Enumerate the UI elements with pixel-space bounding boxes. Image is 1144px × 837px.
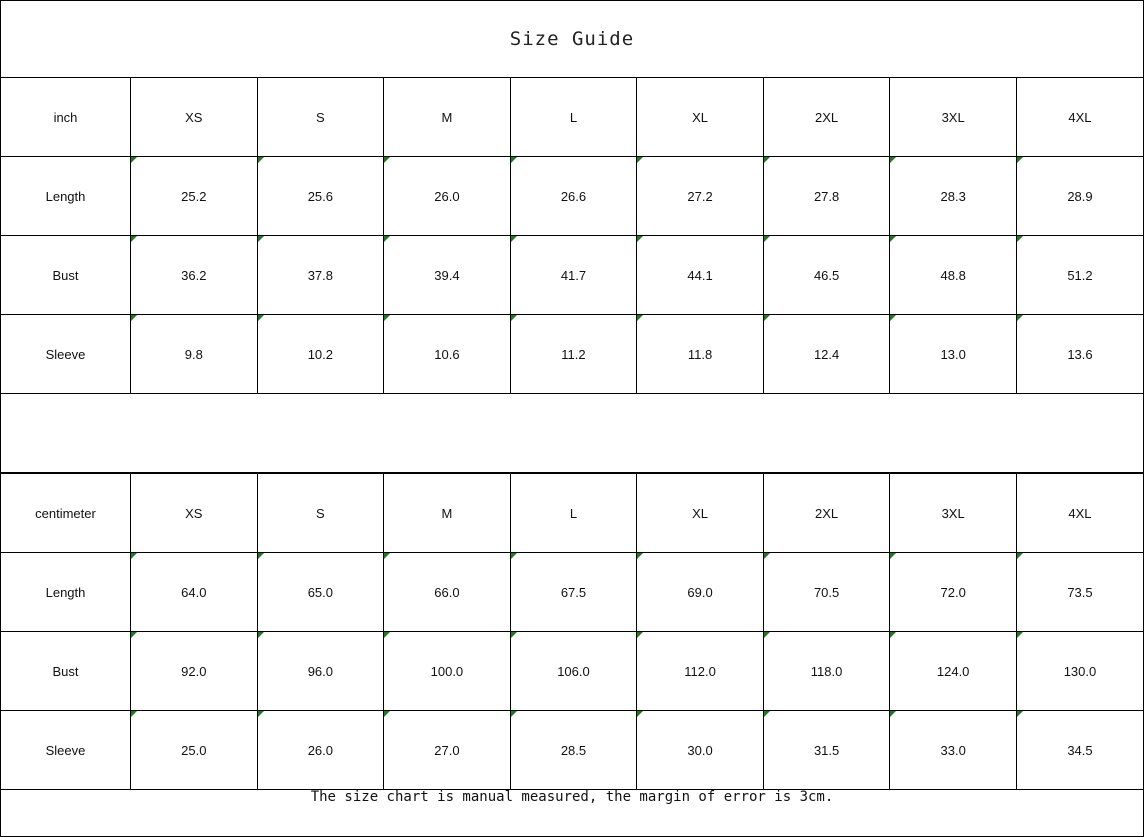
table-spacer-row — [1, 394, 1143, 473]
table-row — [1, 553, 1143, 632]
cell-cm-bust-s: 96.0 — [257, 632, 384, 711]
cell-cm-length-2xl: 70.5 — [763, 553, 890, 632]
table-header-row — [1, 474, 1143, 553]
spacer-cell — [1, 394, 1143, 473]
cell-inch-bust-m: 39.4 — [384, 236, 511, 315]
cell-cm-sleeve-2xl: 31.5 — [763, 711, 890, 790]
cell-cm-sleeve-4xl: 34.5 — [1016, 711, 1143, 790]
column-header-xl: XL — [637, 78, 764, 157]
cell-inch-bust-3xl: 48.8 — [890, 236, 1017, 315]
cell-inch-sleeve-l: 11.2 — [510, 315, 637, 394]
cell-inch-sleeve-xl: 11.8 — [637, 315, 764, 394]
cell-inch-length-3xl: 28.3 — [890, 157, 1017, 236]
cell-inch-length-xl: 27.2 — [637, 157, 764, 236]
row-label-length-cm: Length — [1, 553, 131, 632]
column-header-4xl: 4XL — [1016, 78, 1143, 157]
table-row — [1, 315, 1143, 394]
cell-inch-bust-xl: 44.1 — [637, 236, 764, 315]
cell-inch-length-l: 26.6 — [510, 157, 637, 236]
cell-inch-length-m: 26.0 — [384, 157, 511, 236]
row-label-bust-cm: Bust — [1, 632, 131, 711]
column-header-2xl: 2XL — [763, 78, 890, 157]
column-header-s-cm: S — [257, 474, 384, 553]
column-header-l-cm: L — [510, 474, 637, 553]
row-label-sleeve-inch: Sleeve — [1, 315, 131, 394]
cell-cm-length-xl: 69.0 — [637, 553, 764, 632]
row-label-sleeve-cm: Sleeve — [1, 711, 131, 790]
cell-inch-sleeve-s: 10.2 — [257, 315, 384, 394]
cell-inch-bust-4xl: 51.2 — [1016, 236, 1143, 315]
column-header-4xl-cm: 4XL — [1016, 474, 1143, 553]
column-header-3xl: 3XL — [890, 78, 1017, 157]
table-row — [1, 157, 1143, 236]
cell-cm-bust-4xl: 130.0 — [1016, 632, 1143, 711]
cell-inch-bust-s: 37.8 — [257, 236, 384, 315]
unit-label-inch: inch — [1, 78, 131, 157]
cell-inch-length-2xl: 27.8 — [763, 157, 890, 236]
column-header-xs: XS — [131, 78, 258, 157]
cell-inch-sleeve-3xl: 13.0 — [890, 315, 1017, 394]
cell-cm-sleeve-s: 26.0 — [257, 711, 384, 790]
cell-inch-bust-xs: 36.2 — [131, 236, 258, 315]
column-header-s: S — [257, 78, 384, 157]
column-header-2xl-cm: 2XL — [763, 474, 890, 553]
cell-cm-length-m: 66.0 — [384, 553, 511, 632]
cell-inch-length-s: 25.6 — [257, 157, 384, 236]
cell-cm-sleeve-m: 27.0 — [384, 711, 511, 790]
cell-cm-length-s: 65.0 — [257, 553, 384, 632]
cell-cm-bust-xs: 92.0 — [131, 632, 258, 711]
column-header-m-cm: M — [384, 474, 511, 553]
column-header-m: M — [384, 78, 511, 157]
cell-cm-length-xs: 64.0 — [131, 553, 258, 632]
page-title: Size Guide — [509, 28, 635, 50]
cell-cm-bust-l: 106.0 — [510, 632, 637, 711]
cell-cm-bust-3xl: 124.0 — [890, 632, 1017, 711]
cell-cm-length-l: 67.5 — [510, 553, 637, 632]
measurement-disclaimer: The size chart is manual measured, the margin of error is 3cm. — [310, 789, 834, 805]
cell-cm-bust-2xl: 118.0 — [763, 632, 890, 711]
table-row — [1, 632, 1143, 711]
column-header-l: L — [510, 78, 637, 157]
cell-inch-sleeve-2xl: 12.4 — [763, 315, 890, 394]
row-label-bust-inch: Bust — [1, 236, 131, 315]
column-header-xl-cm: XL — [637, 474, 764, 553]
unit-label-centimeter: centimeter — [1, 474, 131, 553]
table-row — [1, 236, 1143, 315]
cell-inch-sleeve-4xl: 13.6 — [1016, 315, 1143, 394]
cell-cm-bust-xl: 112.0 — [637, 632, 764, 711]
cell-inch-bust-l: 41.7 — [510, 236, 637, 315]
column-header-xs-cm: XS — [131, 474, 258, 553]
cell-inch-bust-2xl: 46.5 — [763, 236, 890, 315]
cell-inch-sleeve-m: 10.6 — [384, 315, 511, 394]
cell-cm-length-4xl: 73.5 — [1016, 553, 1143, 632]
inch-size-table — [1, 77, 1143, 473]
column-header-3xl-cm: 3XL — [890, 474, 1017, 553]
cell-cm-sleeve-xl: 30.0 — [637, 711, 764, 790]
row-label-length-inch: Length — [1, 157, 131, 236]
cell-cm-sleeve-l: 28.5 — [510, 711, 637, 790]
cell-cm-bust-m: 100.0 — [384, 632, 511, 711]
centimeter-size-table — [1, 473, 1143, 790]
size-tables — [1, 77, 1143, 790]
table-header-row — [1, 78, 1143, 157]
cell-cm-length-3xl: 72.0 — [890, 553, 1017, 632]
cell-cm-sleeve-3xl: 33.0 — [890, 711, 1017, 790]
cell-inch-length-xs: 25.2 — [131, 157, 258, 236]
cell-inch-length-4xl: 28.9 — [1016, 157, 1143, 236]
cell-inch-sleeve-xs: 9.8 — [131, 315, 258, 394]
cell-cm-sleeve-xs: 25.0 — [131, 711, 258, 790]
